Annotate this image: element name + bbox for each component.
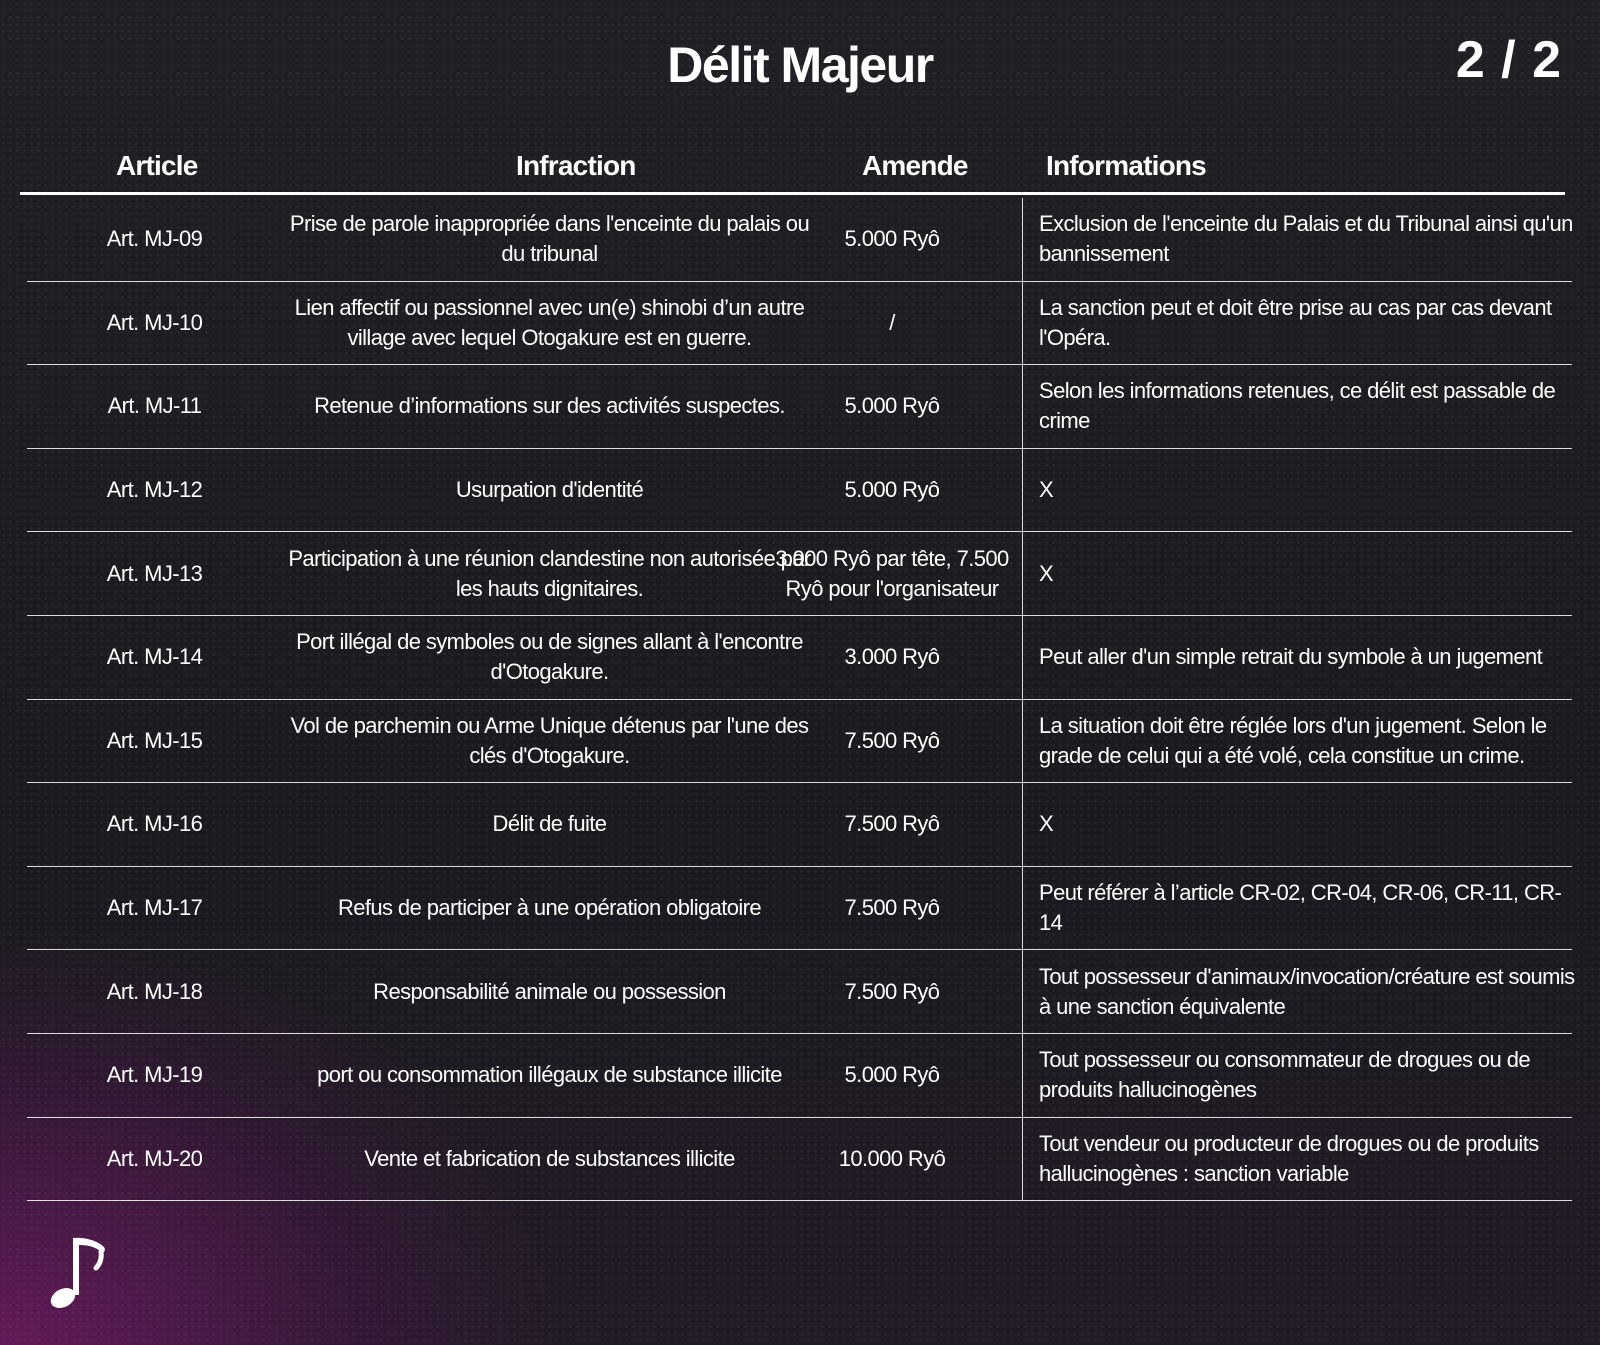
article-cell: Art. MJ-20 — [106, 1145, 203, 1171]
table-row — [27, 1034, 1572, 1118]
column-header-amende: Amende — [862, 150, 968, 181]
table-row — [27, 282, 1572, 366]
infraction-cell: Participation à une réunion clandestine non autorisée par les hauts dignitaires. — [288, 545, 811, 601]
table-row — [27, 365, 1572, 449]
amende-cell: 7.500 Ryô — [844, 811, 940, 837]
informations-cell: Selon les informations retenues, ce délit est passable de crime — [1022, 365, 1582, 448]
amende-cell: 10.000 Ryô — [838, 1145, 946, 1171]
article-cell: Art. MJ-15 — [106, 727, 203, 753]
amende-cell: 5.000 Ryô — [844, 393, 940, 419]
amende-cell: / — [889, 309, 895, 335]
table-row — [27, 198, 1572, 282]
article-cell: Art. MJ-11 — [107, 393, 202, 419]
infraction-cell: Délit de fuite — [492, 811, 607, 837]
article-cell: Art. MJ-19 — [106, 1062, 203, 1088]
offense-table — [27, 198, 1575, 1201]
column-header-article: Article — [116, 150, 198, 181]
infraction-cell: Vol de parchemin ou Arme Unique détenus par l'une des clés d'Otogakure. — [290, 712, 809, 768]
amende-cell: 5.000 Ryô — [844, 226, 940, 252]
column-header-informations: Informations — [1046, 150, 1206, 181]
amende-cell: 7.500 Ryô — [844, 978, 940, 1004]
article-cell: Art. MJ-17 — [106, 895, 203, 921]
informations-cell: Tout possesseur ou consommateur de drogues ou de produits hallucinogènes — [1022, 1034, 1582, 1117]
table-row — [27, 867, 1572, 951]
music-note-icon — [46, 1232, 108, 1312]
informations-cell: Peut aller d'un simple retrait du symbole à un jugement — [1022, 616, 1582, 699]
infraction-cell: Refus de participer à une opération obligatoire — [337, 895, 762, 921]
article-cell: Art. MJ-10 — [106, 309, 203, 335]
column-header-infraction: Infraction — [516, 150, 636, 181]
amende-cell: 3.000 Ryô par tête, 7.500 Ryô pour l'organisateur — [775, 545, 1009, 601]
informations-cell: Tout vendeur ou producteur de drogues ou de produits hallucinogènes : sanction variable — [1022, 1118, 1582, 1201]
informations-cell: X — [1022, 783, 1582, 866]
table-row — [27, 449, 1572, 533]
table-row — [27, 783, 1572, 867]
amende-cell: 7.500 Ryô — [844, 895, 940, 921]
page-indicator: 2 / 2 — [1455, 31, 1562, 89]
table-header — [20, 146, 1565, 195]
article-cell: Art. MJ-14 — [106, 644, 203, 670]
amende-cell: 5.000 Ryô — [844, 477, 940, 503]
table-row — [27, 532, 1572, 616]
infraction-cell: port ou consommation illégaux de substance illicite — [317, 1062, 782, 1088]
table-row — [27, 616, 1572, 700]
infraction-cell: Prise de parole inappropriée dans l'enceinte du palais ou du tribunal — [289, 211, 810, 267]
table-row — [27, 700, 1572, 784]
informations-cell: La sanction peut et doit être prise au cas par cas devant l'Opéra. — [1022, 282, 1582, 365]
article-cell: Art. MJ-12 — [106, 477, 203, 503]
amende-cell: 7.500 Ryô — [844, 727, 940, 753]
table-row — [27, 950, 1575, 1034]
informations-cell: Tout possesseur d'animaux/invocation/créature est soumis à une sanction équivalente — [1022, 950, 1582, 1033]
table-row — [27, 1118, 1572, 1202]
infraction-cell: Lien affectif ou passionnel avec un(e) shinobi d’un autre village avec lequel Otogakure est en guerre. — [294, 294, 805, 350]
infraction-cell: Usurpation d'identité — [455, 477, 644, 503]
informations-cell: La situation doit être réglée lors d'un jugement. Selon le grade de celui qui a été volé, cela constitue un crime. — [1022, 700, 1582, 783]
article-cell: Art. MJ-09 — [106, 226, 203, 252]
article-cell: Art. MJ-13 — [106, 560, 203, 586]
amende-cell: 3.000 Ryô — [844, 644, 940, 670]
informations-cell: X — [1022, 449, 1582, 532]
informations-cell: X — [1022, 532, 1582, 615]
page-title: Délit Majeur — [667, 37, 933, 93]
infraction-cell: Vente et fabrication de substances illicite — [364, 1145, 735, 1171]
informations-cell: Peut référer à l’article CR-02, CR-04, CR-06, CR-11, CR-14 — [1022, 867, 1582, 950]
amende-cell: 5.000 Ryô — [844, 1062, 940, 1088]
infraction-cell: Retenue d’informations sur des activités suspectes. — [314, 393, 785, 419]
article-cell: Art. MJ-16 — [106, 811, 203, 837]
informations-cell: Exclusion de l'enceinte du Palais et du Tribunal ainsi qu'un bannissement — [1022, 198, 1582, 281]
infraction-cell: Responsabilité animale ou possession — [373, 978, 726, 1004]
infraction-cell: Port illégal de symboles ou de signes allant à l'encontre d'Otogakure. — [296, 629, 803, 685]
article-cell: Art. MJ-18 — [106, 978, 203, 1004]
